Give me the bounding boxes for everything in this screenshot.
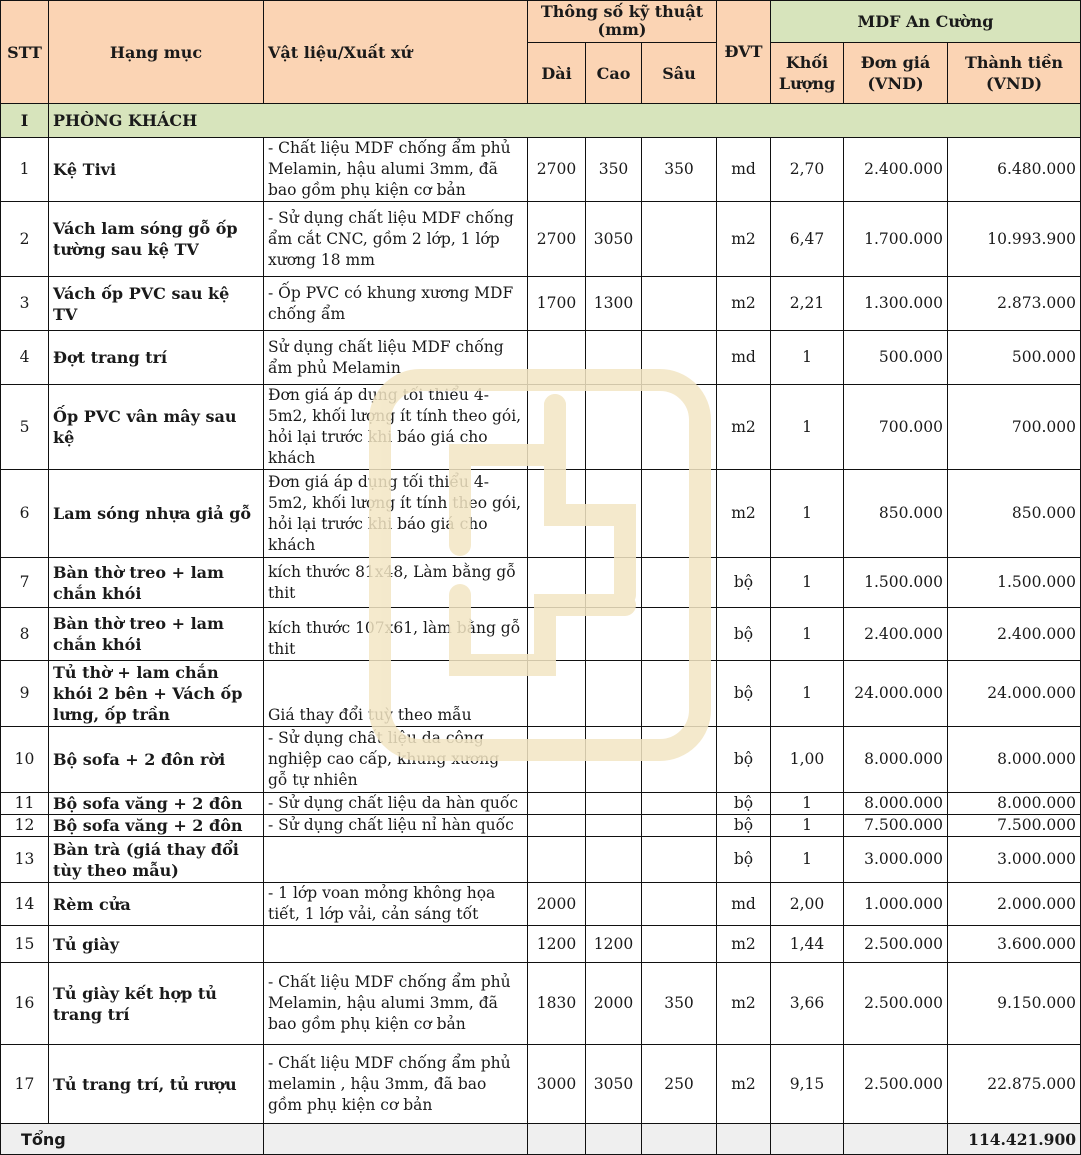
row-khoi-luong: 1,00 bbox=[771, 727, 844, 793]
row-thanh-tien: 10.993.900 bbox=[948, 202, 1081, 277]
row-dvt: bộ bbox=[717, 815, 771, 837]
row-sau bbox=[642, 202, 717, 277]
row-thanh-tien: 24.000.000 bbox=[948, 661, 1081, 727]
row-stt: 7 bbox=[1, 558, 49, 608]
row-stt: 2 bbox=[1, 202, 49, 277]
empty-cell bbox=[642, 1124, 717, 1155]
empty-cell bbox=[717, 1124, 771, 1155]
header-hang-muc: Hạng mục bbox=[49, 1, 264, 104]
row-don-gia: 2.400.000 bbox=[844, 608, 948, 661]
row-item-name: Bộ sofa + 2 đôn rời bbox=[49, 727, 264, 793]
row-item-name: Tủ giày bbox=[49, 926, 264, 963]
row-dai: 3000 bbox=[528, 1045, 586, 1124]
table-row bbox=[1, 837, 1081, 883]
header-thong-so: Thông số kỹ thuật (mm) bbox=[528, 1, 717, 43]
row-material: - Sử dụng chất liệu da hàn quốc bbox=[264, 793, 528, 815]
row-sau bbox=[642, 331, 717, 385]
header-dai: Dài bbox=[528, 43, 586, 104]
row-thanh-tien: 6.480.000 bbox=[948, 138, 1081, 202]
row-dai bbox=[528, 661, 586, 727]
row-thanh-tien: 2.400.000 bbox=[948, 608, 1081, 661]
row-thanh-tien: 2.000.000 bbox=[948, 883, 1081, 926]
row-don-gia: 700.000 bbox=[844, 385, 948, 470]
row-cao bbox=[586, 837, 642, 883]
header-vat-lieu: Vật liệu/Xuất xứ bbox=[264, 1, 528, 104]
row-dai bbox=[528, 331, 586, 385]
row-dvt: m2 bbox=[717, 470, 771, 558]
row-sau bbox=[642, 277, 717, 331]
row-material: - Chất liệu MDF chống ẩm phủ melamin , hậu 3mm, đã bao gồm phụ kiện cơ bản bbox=[264, 1045, 528, 1124]
row-dvt: md bbox=[717, 883, 771, 926]
row-item-name: Bàn thờ treo + lam chắn khói bbox=[49, 608, 264, 661]
header-don-gia: Đơn giá (VND) bbox=[844, 43, 948, 104]
row-item-name: Đợt trang trí bbox=[49, 331, 264, 385]
row-stt: 14 bbox=[1, 883, 49, 926]
row-dai: 1830 bbox=[528, 963, 586, 1045]
row-thanh-tien: 8.000.000 bbox=[948, 727, 1081, 793]
row-thanh-tien: 500.000 bbox=[948, 331, 1081, 385]
row-khoi-luong: 2,21 bbox=[771, 277, 844, 331]
row-cao: 3050 bbox=[586, 202, 642, 277]
header-stt: STT bbox=[1, 1, 49, 104]
total-row bbox=[1, 1124, 1081, 1155]
row-dai bbox=[528, 470, 586, 558]
row-don-gia: 3.000.000 bbox=[844, 837, 948, 883]
row-cao bbox=[586, 815, 642, 837]
row-don-gia: 24.000.000 bbox=[844, 661, 948, 727]
row-khoi-luong: 1 bbox=[771, 558, 844, 608]
row-sau bbox=[642, 793, 717, 815]
row-khoi-luong: 1 bbox=[771, 815, 844, 837]
row-item-name: Bộ sofa văng + 2 đôn bbox=[49, 793, 264, 815]
row-material: Đơn giá áp dụng tối thiểu 4-5m2, khối lượng ít tính theo gói, hỏi lại trước khi báo giá cho khách bbox=[264, 385, 528, 470]
row-cao: 3050 bbox=[586, 1045, 642, 1124]
row-dvt: m2 bbox=[717, 277, 771, 331]
row-dvt: bộ bbox=[717, 793, 771, 815]
row-don-gia: 500.000 bbox=[844, 331, 948, 385]
row-sau bbox=[642, 727, 717, 793]
row-material: kích thước 107x61, làm bằng gỗ thit bbox=[264, 608, 528, 661]
row-item-name: Tủ giày kết hợp tủ trang trí bbox=[49, 963, 264, 1045]
row-sau bbox=[642, 661, 717, 727]
row-stt: 4 bbox=[1, 331, 49, 385]
row-don-gia: 1.700.000 bbox=[844, 202, 948, 277]
table-row bbox=[1, 1045, 1081, 1124]
empty-cell bbox=[586, 1124, 642, 1155]
table-row bbox=[1, 331, 1081, 385]
row-thanh-tien: 3.000.000 bbox=[948, 837, 1081, 883]
row-cao: 2000 bbox=[586, 963, 642, 1045]
row-stt: 11 bbox=[1, 793, 49, 815]
row-material bbox=[264, 926, 528, 963]
row-stt: 5 bbox=[1, 385, 49, 470]
section-row bbox=[1, 104, 1081, 138]
row-khoi-luong: 1 bbox=[771, 837, 844, 883]
total-label: Tổng bbox=[1, 1124, 264, 1155]
row-khoi-luong: 1,44 bbox=[771, 926, 844, 963]
row-sau bbox=[642, 883, 717, 926]
row-don-gia: 1.000.000 bbox=[844, 883, 948, 926]
row-thanh-tien: 850.000 bbox=[948, 470, 1081, 558]
row-dvt: bộ bbox=[717, 608, 771, 661]
row-stt: 1 bbox=[1, 138, 49, 202]
row-item-name: Rèm cửa bbox=[49, 883, 264, 926]
row-material: - Chất liệu MDF chống ẩm phủ Melamin, hậu alumi 3mm, đã bao gồm phụ kiện cơ bản bbox=[264, 138, 528, 202]
row-khoi-luong: 9,15 bbox=[771, 1045, 844, 1124]
row-don-gia: 850.000 bbox=[844, 470, 948, 558]
row-don-gia: 2.400.000 bbox=[844, 138, 948, 202]
table-row bbox=[1, 963, 1081, 1045]
row-thanh-tien: 700.000 bbox=[948, 385, 1081, 470]
empty-cell bbox=[264, 1124, 528, 1155]
table-row bbox=[1, 277, 1081, 331]
row-dai bbox=[528, 608, 586, 661]
row-khoi-luong: 1 bbox=[771, 331, 844, 385]
row-sau bbox=[642, 558, 717, 608]
row-sau bbox=[642, 926, 717, 963]
row-stt: 13 bbox=[1, 837, 49, 883]
row-dvt: md bbox=[717, 331, 771, 385]
row-material: Đơn giá áp dụng tối thiểu 4-5m2, khối lượng ít tính theo gói, hỏi lại trước khi báo giá cho khách bbox=[264, 470, 528, 558]
row-material: - Ốp PVC có khung xương MDF chống ẩm bbox=[264, 277, 528, 331]
row-stt: 8 bbox=[1, 608, 49, 661]
row-material: - Sử dụng chất liệu da công nghiệp cao cấp, khung xương gỗ tự nhiên bbox=[264, 727, 528, 793]
row-stt: 12 bbox=[1, 815, 49, 837]
row-don-gia: 2.500.000 bbox=[844, 963, 948, 1045]
row-don-gia: 2.500.000 bbox=[844, 1045, 948, 1124]
row-khoi-luong: 1 bbox=[771, 608, 844, 661]
row-dai bbox=[528, 815, 586, 837]
row-khoi-luong: 1 bbox=[771, 470, 844, 558]
row-khoi-luong: 2,00 bbox=[771, 883, 844, 926]
row-cao bbox=[586, 470, 642, 558]
row-dai bbox=[528, 837, 586, 883]
row-cao bbox=[586, 793, 642, 815]
row-sau: 250 bbox=[642, 1045, 717, 1124]
row-material: - 1 lớp voan mỏng không họa tiết, 1 lớp vải, cản sáng tốt bbox=[264, 883, 528, 926]
row-dai bbox=[528, 558, 586, 608]
table-row bbox=[1, 202, 1081, 277]
table-row bbox=[1, 727, 1081, 793]
row-thanh-tien: 8.000.000 bbox=[948, 793, 1081, 815]
row-sau bbox=[642, 815, 717, 837]
table-row bbox=[1, 558, 1081, 608]
row-dai bbox=[528, 793, 586, 815]
table-row bbox=[1, 608, 1081, 661]
table-row bbox=[1, 138, 1081, 202]
row-sau: 350 bbox=[642, 963, 717, 1045]
row-khoi-luong: 1 bbox=[771, 385, 844, 470]
table-row bbox=[1, 883, 1081, 926]
row-stt: 6 bbox=[1, 470, 49, 558]
row-dvt: bộ bbox=[717, 837, 771, 883]
row-material: - Chất liệu MDF chống ẩm phủ Melamin, hậu alumi 3mm, đã bao gồm phụ kiện cơ bản bbox=[264, 963, 528, 1045]
row-cao bbox=[586, 608, 642, 661]
empty-cell bbox=[844, 1124, 948, 1155]
table-row bbox=[1, 470, 1081, 558]
empty-cell bbox=[771, 1124, 844, 1155]
row-dvt: m2 bbox=[717, 926, 771, 963]
row-sau bbox=[642, 385, 717, 470]
row-thanh-tien: 1.500.000 bbox=[948, 558, 1081, 608]
row-dvt: m2 bbox=[717, 1045, 771, 1124]
row-cao bbox=[586, 661, 642, 727]
row-don-gia: 2.500.000 bbox=[844, 926, 948, 963]
row-stt: 9 bbox=[1, 661, 49, 727]
row-cao bbox=[586, 558, 642, 608]
row-stt: 10 bbox=[1, 727, 49, 793]
row-khoi-luong: 6,47 bbox=[771, 202, 844, 277]
row-item-name: Bàn trà (giá thay đổi tùy theo mẫu) bbox=[49, 837, 264, 883]
row-khoi-luong: 1 bbox=[771, 793, 844, 815]
row-cao bbox=[586, 883, 642, 926]
row-don-gia: 8.000.000 bbox=[844, 727, 948, 793]
row-item-name: Kệ Tivi bbox=[49, 138, 264, 202]
row-khoi-luong: 1 bbox=[771, 661, 844, 727]
row-don-gia: 1.500.000 bbox=[844, 558, 948, 608]
row-material: Sử dụng chất liệu MDF chống ẩm phủ Melamin bbox=[264, 331, 528, 385]
row-cao bbox=[586, 727, 642, 793]
row-item-name: Bàn thờ treo + lam chắn khói bbox=[49, 558, 264, 608]
row-sau bbox=[642, 837, 717, 883]
row-dai bbox=[528, 727, 586, 793]
row-dvt: m2 bbox=[717, 963, 771, 1045]
row-item-name: Tủ trang trí, tủ rượu bbox=[49, 1045, 264, 1124]
row-dai: 2700 bbox=[528, 202, 586, 277]
row-dai: 1200 bbox=[528, 926, 586, 963]
row-material: - Sử dụng chất liệu nỉ hàn quốc bbox=[264, 815, 528, 837]
table-row bbox=[1, 926, 1081, 963]
total-value: 114.421.900 bbox=[948, 1124, 1081, 1155]
row-item-name: Tủ thờ + lam chắn khói 2 bên + Vách ốp lưng, ốp trần bbox=[49, 661, 264, 727]
row-item-name: Lam sóng nhựa giả gỗ bbox=[49, 470, 264, 558]
row-sau: 350 bbox=[642, 138, 717, 202]
row-material bbox=[264, 837, 528, 883]
row-stt: 16 bbox=[1, 963, 49, 1045]
row-item-name: Ốp PVC vân mây sau kệ bbox=[49, 385, 264, 470]
row-don-gia: 1.300.000 bbox=[844, 277, 948, 331]
row-item-name: Vách ốp PVC sau kệ TV bbox=[49, 277, 264, 331]
row-dvt: bộ bbox=[717, 727, 771, 793]
row-dvt: bộ bbox=[717, 558, 771, 608]
row-dai: 2700 bbox=[528, 138, 586, 202]
row-dvt: m2 bbox=[717, 202, 771, 277]
row-material: Giá thay đổi tuỳ theo mẫu bbox=[264, 661, 528, 727]
row-cao bbox=[586, 385, 642, 470]
row-sau bbox=[642, 470, 717, 558]
row-khoi-luong: 2,70 bbox=[771, 138, 844, 202]
row-cao bbox=[586, 331, 642, 385]
row-sau bbox=[642, 608, 717, 661]
row-cao: 350 bbox=[586, 138, 642, 202]
row-stt: 15 bbox=[1, 926, 49, 963]
header-khoi-luong: Khối Lượng bbox=[771, 43, 844, 104]
row-don-gia: 7.500.000 bbox=[844, 815, 948, 837]
empty-cell bbox=[528, 1124, 586, 1155]
row-material: - Sử dụng chất liệu MDF chống ẩm cắt CNC, gồm 2 lớp, 1 lớp xương 18 mm bbox=[264, 202, 528, 277]
row-dvt: m2 bbox=[717, 385, 771, 470]
header-cao: Cao bbox=[586, 43, 642, 104]
row-thanh-tien: 22.875.000 bbox=[948, 1045, 1081, 1124]
section-index: I bbox=[1, 104, 49, 138]
row-dvt: bộ bbox=[717, 661, 771, 727]
row-item-name: Vách lam sóng gỗ ốp tường sau kệ TV bbox=[49, 202, 264, 277]
row-dvt: md bbox=[717, 138, 771, 202]
row-dai: 2000 bbox=[528, 883, 586, 926]
table-row bbox=[1, 385, 1081, 470]
row-cao: 1200 bbox=[586, 926, 642, 963]
header-dvt: ĐVT bbox=[717, 1, 771, 104]
row-don-gia: 8.000.000 bbox=[844, 793, 948, 815]
row-dai bbox=[528, 385, 586, 470]
row-cao: 1300 bbox=[586, 277, 642, 331]
row-stt: 17 bbox=[1, 1045, 49, 1124]
row-dai: 1700 bbox=[528, 277, 586, 331]
table-row bbox=[1, 661, 1081, 727]
row-thanh-tien: 9.150.000 bbox=[948, 963, 1081, 1045]
section-title: PHÒNG KHÁCH bbox=[49, 104, 1081, 138]
row-material: kích thước 81x48, Làm bằng gỗ thit bbox=[264, 558, 528, 608]
row-item-name: Bộ sofa văng + 2 đôn bbox=[49, 815, 264, 837]
header-thanh-tien: Thành tiền (VND) bbox=[948, 43, 1081, 104]
table-row bbox=[1, 815, 1081, 837]
header-supplier: MDF An Cường bbox=[771, 1, 1081, 43]
row-thanh-tien: 3.600.000 bbox=[948, 926, 1081, 963]
row-thanh-tien: 7.500.000 bbox=[948, 815, 1081, 837]
row-thanh-tien: 2.873.000 bbox=[948, 277, 1081, 331]
table-row bbox=[1, 793, 1081, 815]
row-stt: 3 bbox=[1, 277, 49, 331]
row-khoi-luong: 3,66 bbox=[771, 963, 844, 1045]
header-sau: Sâu bbox=[642, 43, 717, 104]
